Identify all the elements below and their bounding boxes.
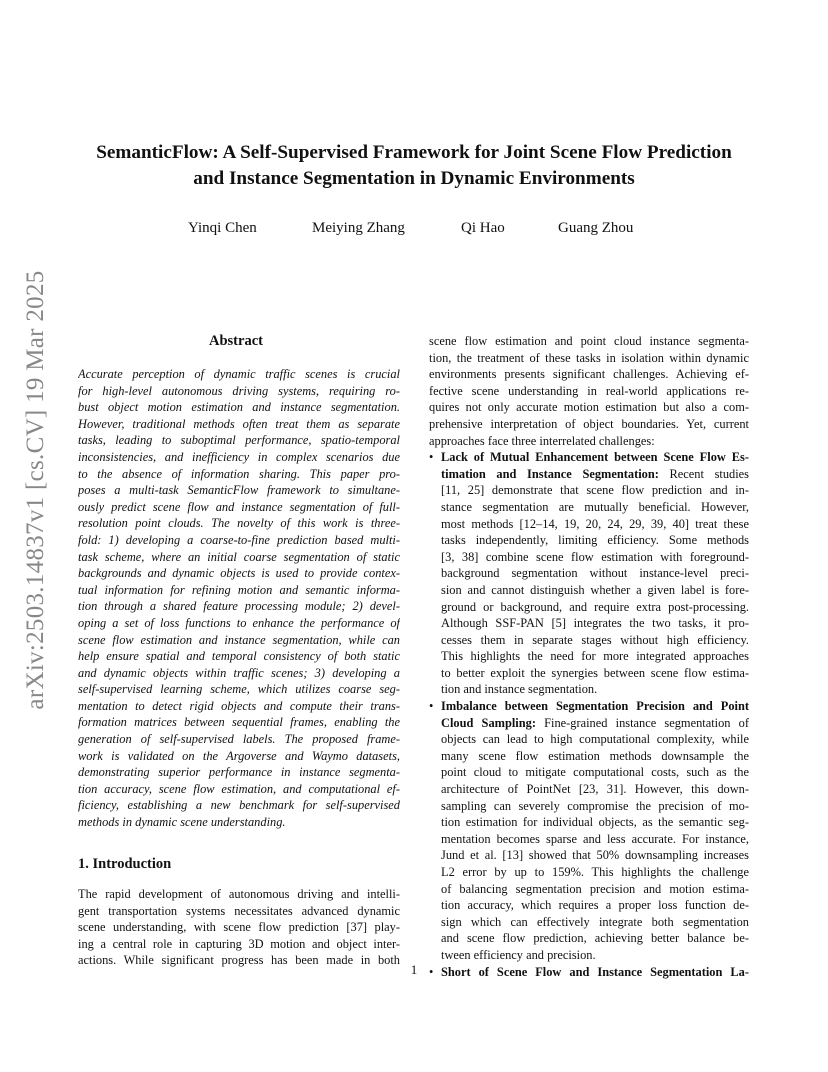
author-list — [0, 220, 828, 240]
bullet-item-line: timation and Instance Segmentation: Recent studies — [441, 466, 749, 481]
abstract-line: work is validated on the Argoverse and Waymo datasets, — [78, 748, 400, 763]
bullet-item-line: and scene flow prediction, achieving better balance be- — [441, 931, 749, 946]
abstract-line: tion through a shared feature processing module; 2) devel- — [78, 599, 400, 614]
abstract-line: help ensure spatial and temporal consistency of both static — [78, 649, 400, 664]
bullet-item-line: [3, 38] combine scene flow estimation with foreground- — [441, 549, 749, 564]
abstract-line: self-supervised learning scheme, which utilizes coarse seg- — [78, 682, 400, 697]
bullet-item-line: • Short of Scene Flow and Instance Segmentation La- — [429, 964, 749, 979]
abstract-line: poses a multi-task SemanticFlow framework to simultane- — [78, 483, 400, 498]
bullet-marker: • — [429, 699, 434, 714]
abstract-body — [78, 366, 400, 831]
bullet-item-line: to better exploit the synergies between scene flow estima- — [441, 665, 749, 680]
abstract-line: fold: 1) developing a coarse-to-fine prediction based multi- — [78, 532, 400, 547]
arxiv-identifier-text: arXiv:2503.14837v1 [cs.CV] 19 Mar 2025 — [22, 270, 49, 710]
abstract-line: backgrounds and dynamic objects is used to provide contex- — [78, 566, 400, 581]
paper-title-line-2: and Instance Segmentation in Dynamic Environments — [193, 168, 635, 189]
right-column-line: approaches face three interrelated challenges: — [429, 433, 655, 448]
bullet-item-line: tasks independently, limiting efficiency. Some methods — [441, 533, 749, 548]
introduction-heading: 1. Introduction — [78, 856, 172, 872]
bullet-item-line: [11, 25] demonstrate that scene flow prediction and in- — [441, 483, 749, 498]
abstract-line: mentation to detect rigid objects and compute their trans- — [78, 698, 400, 713]
abstract-line: resolution point clouds. The novelty of this work is three- — [78, 516, 400, 531]
abstract-line: scene flow estimation and instance segmentation, while can — [78, 632, 400, 647]
bullet-item-line: stance segmentation are mutually beneficial. However, — [441, 499, 749, 514]
abstract-line: tual information for refining motion and semantic informa- — [78, 582, 400, 597]
bullet-item-line: Cloud Sampling: Fine-grained instance segmentation of — [441, 715, 749, 730]
page-number: 1 — [410, 962, 418, 977]
bullet-item-line: cesses them in separate stages without high efficiency. — [441, 632, 749, 647]
abstract-line: and dynamic objects within traffic scenes; 3) developing a — [78, 665, 400, 680]
paper-title — [60, 140, 768, 192]
bullet-item-line: Jund et al. [13] showed that 50% downsampling increases — [441, 848, 749, 863]
right-column-line: environments presents significant challenges. Achieving ef- — [429, 367, 749, 382]
abstract-line: Accurate perception of dynamic traffic scenes is crucial — [78, 367, 400, 381]
bullet-item-line: tion and instance segmentation. — [441, 682, 598, 697]
abstract-line: to the absence of information sharing. This paper pro- — [78, 466, 400, 481]
abstract-line: tasks, leading to suboptimal performance, spatio-temporal — [78, 433, 400, 448]
bullet-item-line: tween efficiency and precision. — [441, 947, 596, 962]
abstract-line: inconsistencies, and inefficiency in complex scenarios due — [78, 449, 400, 464]
abstract-line: generation of self-supervised labels. The proposed frame- — [78, 732, 400, 747]
bullet-item-line: background segmentation without instance-level preci- — [441, 566, 749, 581]
bullet-item-line: sign which can effectively integrate both segmentation — [441, 914, 749, 929]
bullet-item-line: tion estimation for individual objects, as the semantic seg- — [441, 815, 749, 830]
right-column-line: tion, the treatment of these tasks in isolation within dynamic — [429, 350, 749, 365]
abstract-line: oping a set of loss functions to enhance the performance of — [78, 615, 400, 630]
bullet-item-line: sampling can severely compromise the precision of mo- — [441, 798, 749, 813]
bullet-item-line: architecture of PointNet [23, 31]. However, this down- — [441, 782, 749, 797]
introduction-body — [78, 886, 400, 969]
bullet-item-line: sion and cannot distinguish whether a given label is fore- — [441, 582, 749, 597]
right-column-line: prehensive interpretation of object boundaries. Yet, current — [429, 416, 749, 431]
bullet-item-line: • Lack of Mutual Enhancement between Scene Flow Es- — [429, 450, 749, 465]
introduction-line: gent transportation systems necessitates advanced dynamic — [78, 903, 400, 918]
right-column-body — [429, 333, 749, 980]
author-name: Meiying Zhang — [312, 220, 405, 236]
bullet-item-line: • Imbalance between Segmentation Precision and Point — [429, 699, 749, 714]
arxiv-identifier-stamp — [0, 0, 60, 1072]
right-column-line: fective scene understanding in real-world applications re- — [429, 383, 749, 398]
bullet-item-line: most methods [12–14, 19, 20, 24, 29, 39, 40] treat these — [441, 516, 749, 531]
introduction-line: The rapid development of autonomous driving and intelli- — [78, 887, 400, 901]
paper-title-line-1: SemanticFlow: A Self-Supervised Framework for Joint Scene Flow Prediction — [96, 142, 732, 163]
bullet-marker: • — [429, 964, 434, 979]
bullet-item-line: objects can lead to high computational complexity, while — [441, 732, 749, 747]
bullet-marker: • — [429, 450, 434, 465]
bullet-item-line: This highlights the need for more integrated approaches — [441, 649, 749, 664]
introduction-line: scene understanding, with scene flow prediction [37] play- — [78, 920, 400, 935]
bullet-item-line: ground or background, and require extra post-processing. — [441, 599, 749, 614]
abstract-line: tion accuracy, scene flow estimation, and computational ef- — [78, 781, 400, 796]
abstract-line: for high-level autonomous driving systems, requiring ro- — [78, 383, 400, 398]
bullet-item-line: point cloud to mitigate computational costs, such as the — [441, 765, 749, 780]
bullet-item-line: mentation becomes sparse and less accurate. For instance, — [441, 831, 749, 846]
bullet-item-line: tion accuracy, which requires a proper loss function de- — [441, 898, 749, 913]
abstract-line: formation matrices between sequential frames, enabling the — [78, 715, 400, 730]
author-name: Qi Hao — [461, 220, 505, 236]
introduction-line: ing a central role in capturing 3D motion and object inter- — [78, 936, 400, 951]
abstract-heading: Abstract — [209, 333, 263, 349]
bullet-item-line: many scene flow estimation methods downsample the — [441, 748, 749, 763]
abstract-line: ficiency, establishing a new benchmark for self-supervised — [78, 798, 400, 813]
introduction-line: actions. While significant progress has been made in both — [78, 953, 400, 968]
author-name: Yinqi Chen — [188, 220, 257, 236]
abstract-line: ously predict scene flow and instance segmentation of full- — [78, 499, 400, 514]
bullet-item-line: of balancing segmentation precision and motion estima- — [441, 881, 749, 896]
abstract-line: demonstrating superior performance in instance segmenta- — [78, 765, 400, 780]
right-column-line: scene flow estimation and point cloud instance segmenta- — [429, 334, 749, 348]
abstract-line: bust object motion estimation and instance segmentation. — [78, 400, 400, 415]
author-name: Guang Zhou — [558, 220, 634, 236]
bullet-item-line: Although SSF-PAN [5] integrates the two tasks, it pro- — [441, 616, 749, 631]
abstract-line: task scheme, where an initial coarse segmentation of static — [78, 549, 400, 564]
abstract-line: methods in dynamic scene understanding. — [78, 815, 286, 830]
abstract-line: However, traditional methods often treat them as separate — [78, 416, 400, 431]
right-column-line: quires not only accurate motion estimation but also a com- — [429, 400, 749, 415]
bullet-item-line: L2 error by up to 159%. This highlights the challenge — [441, 865, 749, 879]
